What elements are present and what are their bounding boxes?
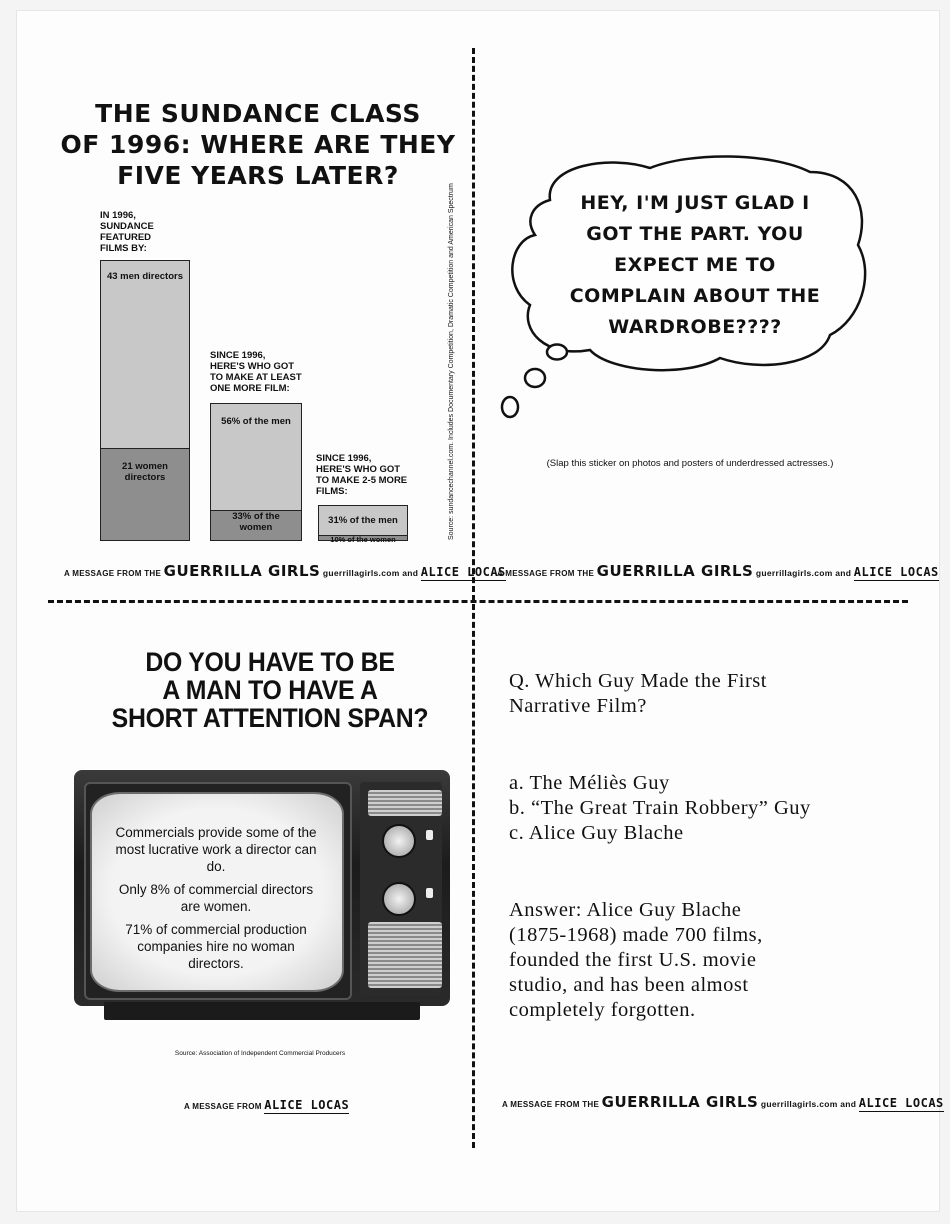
knob-icon <box>426 830 433 840</box>
answer-line: Answer: Alice Guy Blache <box>509 899 742 921</box>
alice-locas-logo: ALICE LOCAS <box>853 565 939 579</box>
horizontal-cut-line <box>48 600 908 603</box>
sticker-line: COMPLAIN ABOUT THE <box>569 285 821 307</box>
caption-line: IN 1996, <box>100 210 136 221</box>
bar-label: 43 men directors <box>106 271 184 282</box>
headline-line: SHORT ATTENTION SPAN? <box>111 703 429 733</box>
headline-line: A MAN TO HAVE A <box>162 675 378 705</box>
footer-prefix: A MESSAGE FROM <box>184 1102 262 1111</box>
sticker-line: WARDROBE???? <box>608 316 782 338</box>
bar-caption-one-more <box>210 350 302 394</box>
quiz-question <box>509 669 767 719</box>
caption-line: SUNDANCE <box>100 221 154 232</box>
speaker-grille-icon <box>368 790 442 816</box>
footer-url: guerrillagirls.com and <box>755 568 852 578</box>
sticker-line: HEY, I'M JUST GLAD I <box>580 192 810 214</box>
answer-line: studio, and has been almost <box>509 974 749 996</box>
bar-one-more-women-segment <box>211 510 301 540</box>
alice-locas-logo: ALICE LOCAS <box>420 565 506 579</box>
sundance-source-note: Source: sundancechannel.com. Includes Documentary Competition, Dramatic Competition and American Spectrum <box>448 183 455 540</box>
bar-one-more-men-segment <box>211 404 301 510</box>
knob-icon <box>426 888 433 898</box>
alice-locas-logo: ALICE LOCAS <box>858 1096 944 1110</box>
quiz-option: b. “The Great Train Robbery” Guy <box>509 797 811 819</box>
sticker-instruction: (Slap this sticker on photos and posters of underdressed actresses.) <box>546 458 834 469</box>
tv-headline <box>77 648 463 732</box>
bar-label: 56% of the men <box>221 416 291 427</box>
bar-1996 <box>100 260 190 541</box>
quiz-answer <box>509 898 763 1023</box>
quiz-option: c. Alice Guy Blache <box>509 822 684 844</box>
footer-url: guerrillagirls.com and <box>760 1099 857 1109</box>
sundance-title-line: OF 1996: WHERE ARE THEY <box>60 130 456 159</box>
caption-line: ONE MORE FILM: <box>210 383 290 394</box>
sundance-title-line: THE SUNDANCE CLASS <box>95 99 421 128</box>
answer-line: completely forgotten. <box>509 999 696 1021</box>
footer-q3 <box>184 1098 349 1112</box>
guerrilla-girls-logo: GUERRILLA GIRLS <box>163 562 321 580</box>
screen-paragraph: Commercials provide some of the most lucrative work a director can do. <box>115 825 317 874</box>
bar-caption-1996 <box>100 210 154 254</box>
bar-1996-men-segment <box>101 261 189 448</box>
answer-line: (1875-1968) made 700 films, <box>509 924 763 946</box>
television-illustration <box>74 770 450 1024</box>
footer-q1 <box>64 562 506 580</box>
caption-line: FILMS BY: <box>100 243 147 254</box>
guerrilla-girls-logo: GUERRILLA GIRLS <box>596 562 754 580</box>
thought-dot <box>525 369 545 387</box>
footer-url: guerrillagirls.com and <box>322 568 419 578</box>
sticker-line: GOT THE PART. YOU <box>586 223 804 245</box>
channel-dial-icon <box>382 824 416 858</box>
quiz-option: a. The Méliès Guy <box>509 772 670 794</box>
thought-dot <box>502 397 518 417</box>
bar-two-to-five-films <box>318 505 408 545</box>
screen-paragraph: Only 8% of commercial directors are women. <box>118 882 314 914</box>
bar-caption-two-to-five <box>316 453 407 497</box>
question-line: Q. Which Guy Made the First <box>509 670 767 692</box>
alice-locas-logo: ALICE LOCAS <box>264 1098 350 1112</box>
sundance-title <box>58 98 458 191</box>
bar-two-to-five-men-segment <box>319 506 407 535</box>
footer-prefix: A MESSAGE FROM THE <box>64 569 162 578</box>
tv-base <box>104 1002 420 1020</box>
bar-two-to-five-women-segment <box>319 535 407 545</box>
footer-prefix: A MESSAGE FROM THE <box>502 1100 600 1109</box>
sticker-text <box>540 188 850 343</box>
tv-source-note: Source: Association of Independent Commercial Producers <box>174 1050 346 1057</box>
footer-q2 <box>497 562 939 580</box>
bar-label: 33% of the women <box>232 510 280 533</box>
bar-1996-women-segment <box>101 448 189 540</box>
caption-line: SINCE 1996, <box>316 453 372 464</box>
sticker-line: EXPECT ME TO <box>614 254 776 276</box>
bar-one-more-film <box>210 403 302 541</box>
thought-dot <box>547 345 567 360</box>
caption-line: HERE'S WHO GOT <box>316 464 401 475</box>
guerrilla-girls-logo: GUERRILLA GIRLS <box>601 1093 759 1111</box>
vertical-cut-line <box>472 48 475 1148</box>
question-line: Narrative Film? <box>509 695 647 717</box>
caption-line: HERE'S WHO GOT <box>210 361 295 372</box>
footer-prefix: A MESSAGE FROM THE <box>497 569 595 578</box>
answer-line: founded the first U.S. movie <box>509 949 757 971</box>
footer-q4 <box>502 1093 944 1111</box>
bar-label: 10% of the women <box>330 535 396 545</box>
speaker-grille-icon <box>368 922 442 988</box>
caption-line: FEATURED <box>100 232 152 243</box>
screen-paragraph: 71% of commercial production companies hire no woman directors. <box>125 922 307 971</box>
bar-label: 21 women directors <box>122 461 168 484</box>
caption-line: TO MAKE 2-5 MORE <box>316 475 408 486</box>
headline-line: DO YOU HAVE TO BE <box>145 647 395 677</box>
quiz-options <box>509 771 811 846</box>
sundance-title-line: FIVE YEARS LATER? <box>117 161 399 190</box>
caption-line: TO MAKE AT LEAST <box>210 372 302 383</box>
volume-dial-icon <box>382 882 416 916</box>
caption-line: FILMS: <box>316 486 348 497</box>
bar-label: 31% of the men <box>328 515 398 526</box>
caption-line: SINCE 1996, <box>210 350 266 361</box>
tv-screen-text <box>110 824 322 972</box>
